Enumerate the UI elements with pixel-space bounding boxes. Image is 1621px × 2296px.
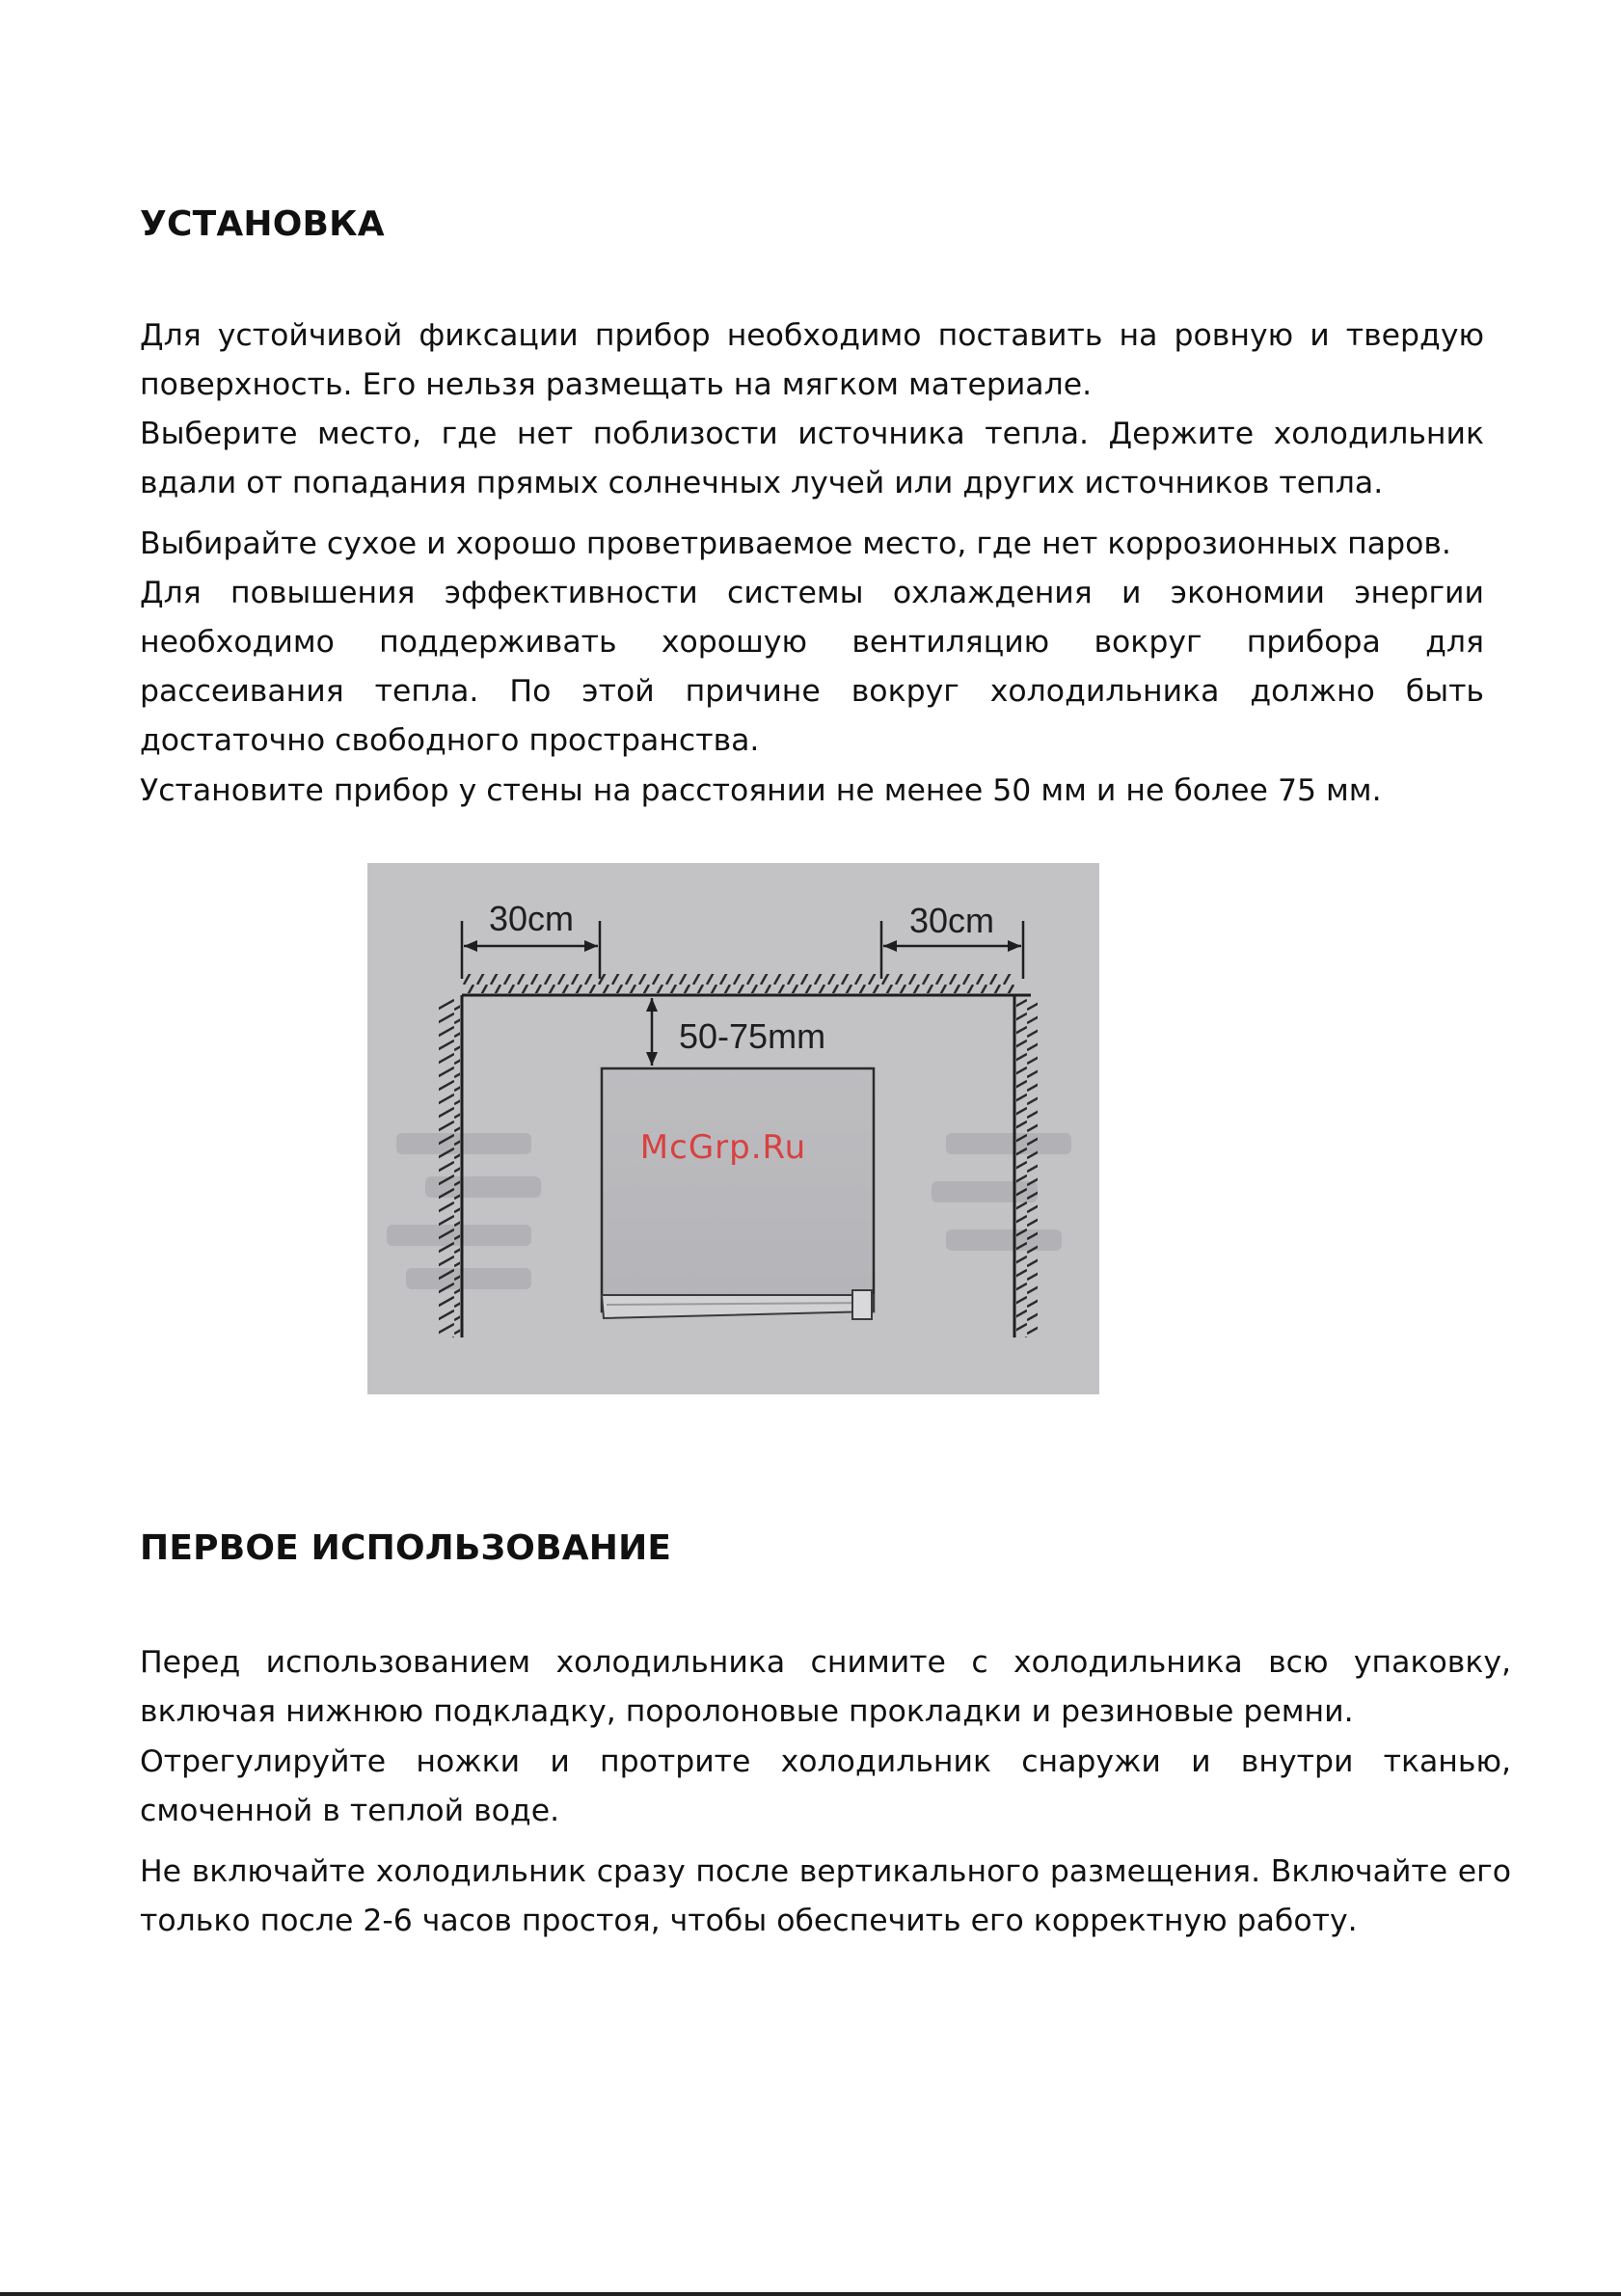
refrigerator-top-view <box>602 1068 874 1319</box>
paragraph-heat-sources: Выберите место, где нет поблизости источника тепла. Держите холодильник вдали от попадания прямых солнечных лучей или других источников тепла. <box>140 417 1484 500</box>
section-heading-installation: УСТАНОВКА <box>140 204 385 244</box>
paragraph-wait-before-start: Не включайте холодильник сразу после вертикального размещения. Включайте его только после 2-6 часов простоя, чтобы обеспечить его корректную работу. <box>140 1854 1511 1938</box>
watermark: McGrp.Ru <box>639 1128 807 1167</box>
left-wall-hatch <box>439 998 460 1337</box>
section-heading-first-use: ПЕРВОЕ ИСПОЛЬЗОВАНИЕ <box>140 1528 672 1568</box>
paragraph-adjust-and-clean: Отрегулируйте ножки и протрите холодильник снаружи и внутри тканью, смоченной в теплой воде. <box>140 1744 1511 1828</box>
back-gap-label: 50-75mm <box>679 1016 826 1056</box>
installation-clearance-diagram <box>367 863 1099 1394</box>
paragraph-dry-place: Выбирайте сухое и хорошо проветриваемое место, где нет коррозионных паров. <box>140 527 1451 561</box>
left-clearance-label: 30cm <box>488 899 575 938</box>
paragraph-stable-surface: Для устойчивой фиксации прибор необходимо поставить на ровную и твердую поверхность. Его нельзя размещать на мягком материале. <box>140 318 1484 402</box>
paragraph-wall-distance: Установите прибор у стены на расстоянии не менее 50 мм и не более 75 мм. <box>140 773 1382 808</box>
paragraph-remove-packaging: Перед использованием холодильника снимите с холодильника всю упаковку, включая нижнюю подкладку, поролоновые прокладки и резиновые ремни. <box>140 1645 1511 1729</box>
right-wall-hatch <box>1016 998 1038 1337</box>
page-bottom-edge <box>0 2292 1621 2296</box>
door-handle <box>852 1290 872 1319</box>
right-clearance-label: 30cm <box>908 901 995 940</box>
paragraph-ventilation: Для повышения эффективности системы охлаждения и экономии энергии необходимо поддерживать хорошую вентиляцию вокруг прибора для рассеивания тепла. По этой причине вокруг холодильника должно быть достаточно свободного пространства. <box>140 576 1484 758</box>
back-wall-hatch <box>462 974 1015 993</box>
